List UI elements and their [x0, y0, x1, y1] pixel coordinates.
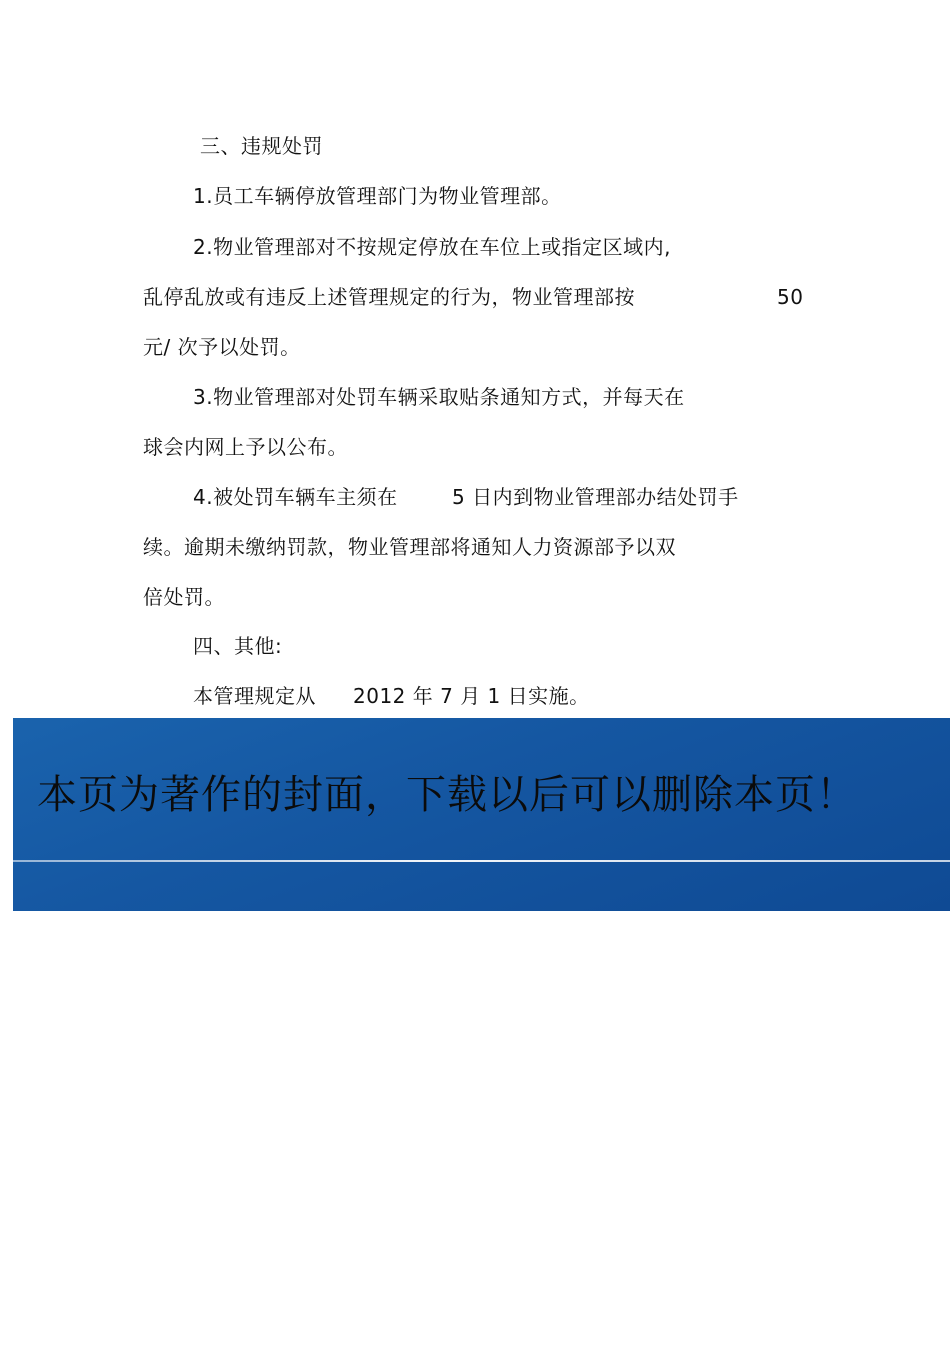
effective-date-value: 2012 年 7 月 1 日实施。: [353, 684, 590, 708]
paragraph-item-3-line-2: 球会内网上予以公布。: [143, 435, 348, 459]
paragraph-item-2-line-1: 2.物业管理部对不按规定停放在车位上或指定区域内,: [193, 235, 671, 259]
banner-divider: [13, 860, 950, 862]
paragraph-item-2-line-3: 元/ 次予以处罚。: [143, 335, 301, 359]
effective-date-label: 本管理规定从: [193, 684, 316, 708]
paragraph-item-4-line-1b: 5 日内到物业管理部办结处罚手: [452, 485, 739, 509]
paragraph-item-1: 1.员工车辆停放管理部门为物业管理部。: [193, 184, 562, 208]
cover-banner: [13, 718, 950, 911]
banner-notice: 本页为著作的封面，下载以后可以删除本页！: [37, 772, 857, 818]
paragraph-item-2-line-2: 乱停乱放或有违反上述管理规定的行为，物业管理部按: [143, 285, 635, 309]
paragraph-item-3-line-1: 3.物业管理部对处罚车辆采取贴条通知方式，并每天在: [193, 385, 685, 409]
paragraph-item-4-line-1a: 4.被处罚车辆车主须在: [193, 485, 398, 509]
fine-amount: 50: [777, 285, 804, 309]
paragraph-item-4-line-2: 续。逾期未缴纳罚款，物业管理部将通知人力资源部予以双: [143, 535, 676, 559]
section-heading-violations: 三、违规处罚: [200, 134, 323, 158]
paragraph-item-4-line-3: 倍处罚。: [143, 585, 225, 609]
section-heading-other: 四、其他:: [193, 634, 283, 658]
